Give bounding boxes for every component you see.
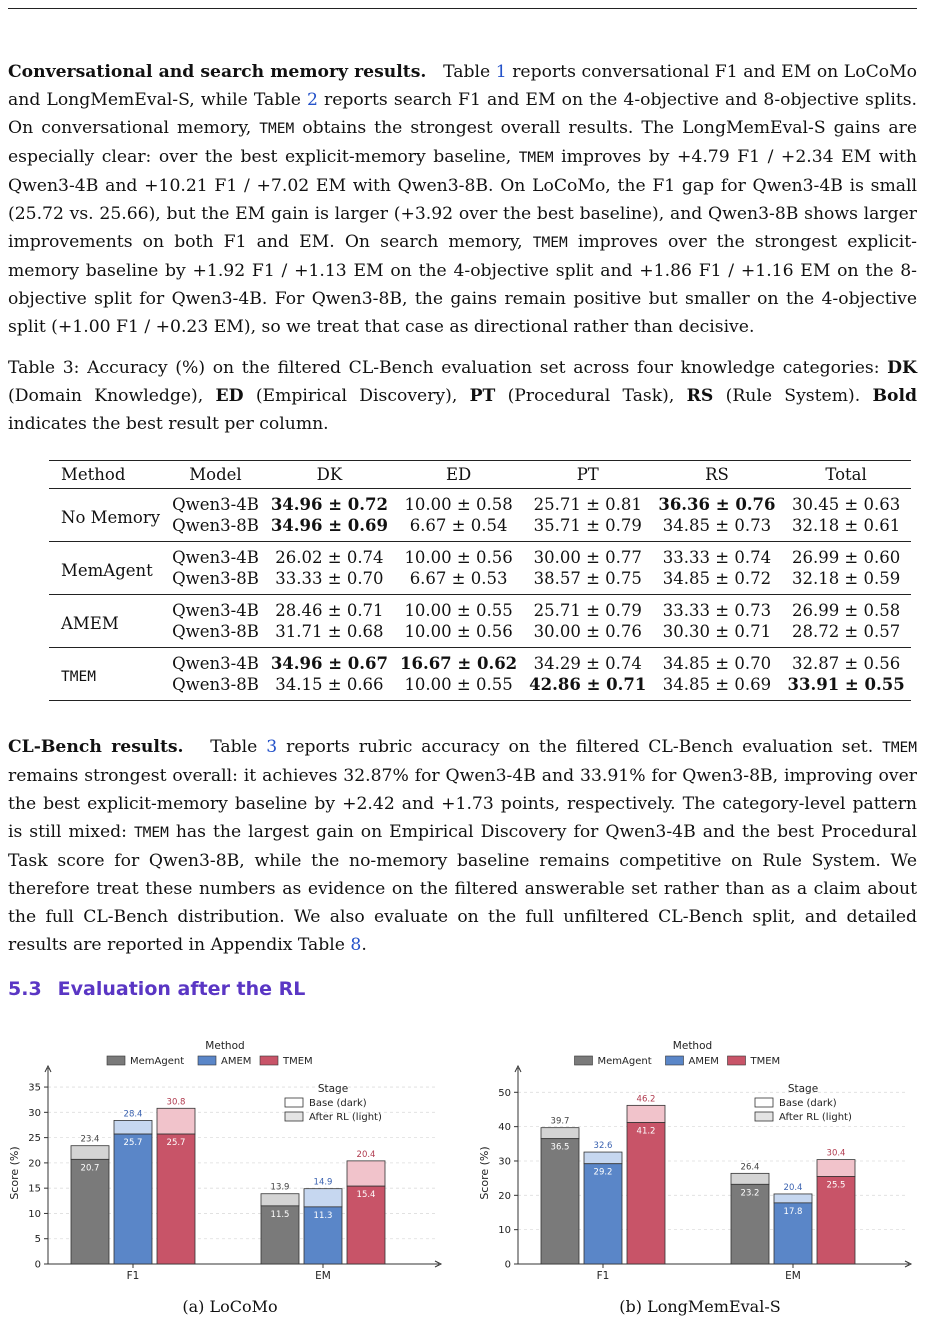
score-cell: 32.87 ± 0.56 xyxy=(791,654,901,673)
text-run: . xyxy=(361,935,367,955)
stage-label: After RL (light) xyxy=(309,1112,382,1123)
figure-caption-b: (b) LongMemEval-S xyxy=(619,1297,781,1316)
legend-swatch xyxy=(198,1056,216,1065)
paragraph-body xyxy=(8,737,917,955)
legend-label: MemAgent xyxy=(130,1056,185,1067)
score-cell: 30.00 ± 0.77 xyxy=(533,548,642,567)
y-tick-label: 20 xyxy=(498,1190,511,1202)
bold-term: ED xyxy=(215,386,244,406)
table-row xyxy=(49,674,911,701)
score-cell: 28.72 ± 0.57 xyxy=(791,622,901,641)
after-rl-bar xyxy=(774,1194,812,1203)
after-rl-bar xyxy=(817,1160,855,1177)
after-rl-value-label: 30.8 xyxy=(166,1097,186,1108)
score-cell: 26.99 ± 0.58 xyxy=(791,601,901,620)
base-value-label: 25.7 xyxy=(123,1138,143,1149)
table-row xyxy=(49,648,911,675)
y-tick-label: 15 xyxy=(28,1183,41,1195)
model-cell: Qwen3-4B xyxy=(172,548,259,567)
after-rl-value-label: 30.4 xyxy=(826,1148,846,1159)
header-dk: DK xyxy=(265,461,394,489)
text-run: Table 3: Accuracy (%) on the filtered CL-Bench evaluation set across four knowledge categories: xyxy=(8,358,888,378)
y-tick-label: 30 xyxy=(28,1107,41,1119)
score-cell: 10.00 ± 0.56 xyxy=(404,622,513,641)
text-run: (Rule System). xyxy=(713,386,873,406)
text-run: has the largest gain on Empirical Discovery for Qwen3-4B and the best Procedural Task score for Qwen3-8B, while the no-memory baseline remains competitive on Rule System. We therefore treat these numbers as evidence on the filtered answerable set rather than as a claim about the full CL-Bench distribution. We also evaluate on the full unfiltered CL-Bench split, and detailed results are reported in Appendix Table xyxy=(8,822,917,955)
text-run: improves by +4.79 F1 / +2.34 EM with Qwen3-4B and +10.21 F1 / +7.02 EM with Qwen3-8B. On LoCoMo, the F1 gap for Qwen3-4B is small (25.72 vs. 25.66), but the EM gain is larger (+3.92 over the best baseline), and Qwen3-8B shows larger improvements on both F1 and EM. On search memory, xyxy=(8,147,917,252)
paragraph-clbench-results xyxy=(8,733,917,959)
y-tick-label: 25 xyxy=(28,1133,41,1145)
header-method: Method xyxy=(49,461,166,489)
reference-link[interactable]: 3 xyxy=(266,737,278,757)
table-row xyxy=(49,542,911,569)
after-rl-bar xyxy=(731,1173,769,1184)
stage-swatch-after xyxy=(285,1112,303,1121)
method-cell: TMEM xyxy=(61,669,96,685)
stage-swatch-base xyxy=(285,1098,303,1107)
figure-caption-a: (a) LoCoMo xyxy=(182,1297,278,1316)
method-name: TMEM xyxy=(882,740,918,756)
stage-swatch-base xyxy=(755,1098,773,1107)
legend-label: AMEM xyxy=(688,1056,719,1067)
score-cell: 33.33 ± 0.74 xyxy=(662,548,772,567)
after-rl-value-label: 32.6 xyxy=(593,1141,613,1152)
bold-term: RS xyxy=(686,386,714,406)
section-heading xyxy=(8,978,305,1000)
top-rule xyxy=(8,8,917,9)
after-rl-value-label: 13.9 xyxy=(270,1182,290,1193)
y-axis-label: Score (%) xyxy=(478,1146,491,1200)
y-tick-label: 50 xyxy=(498,1087,511,1099)
model-cell: Qwen3-4B xyxy=(172,495,259,514)
text-run: (Domain Knowledge), xyxy=(8,386,216,406)
text-run: reports conversational F1 and EM on LoCoMo and LongMemEval-S, while Table xyxy=(8,62,918,110)
base-bar xyxy=(541,1139,579,1264)
reference-link[interactable]: 8 xyxy=(350,935,362,955)
method-cell: No Memory xyxy=(61,508,161,527)
after-rl-value-label: 20.4 xyxy=(783,1182,803,1193)
score-cell: 10.00 ± 0.55 xyxy=(404,675,513,694)
base-value-label: 11.5 xyxy=(270,1209,290,1220)
reference-link[interactable]: 2 xyxy=(307,90,318,110)
table-row xyxy=(49,595,911,622)
score-cell: 30.30 ± 0.71 xyxy=(662,622,772,641)
after-rl-bar xyxy=(261,1194,299,1206)
x-tick-label: F1 xyxy=(126,1270,140,1282)
header-pt: PT xyxy=(523,461,652,489)
after-rl-value-label: 28.4 xyxy=(123,1109,143,1120)
paragraph-heading: Conversational and search memory results. xyxy=(8,62,427,82)
stage-swatch-after xyxy=(755,1112,773,1121)
score-cell: 6.67 ± 0.53 xyxy=(409,569,508,588)
header-total: Total xyxy=(782,461,911,489)
score-cell: 42.86 ± 0.71 xyxy=(529,675,647,694)
stage-label: After RL (light) xyxy=(779,1112,852,1123)
score-cell: 34.85 ± 0.72 xyxy=(662,569,772,588)
score-cell: 34.96 ± 0.72 xyxy=(270,495,388,514)
results-table xyxy=(49,460,911,701)
score-cell: 31.71 ± 0.68 xyxy=(275,622,384,641)
score-cell: 34.85 ± 0.73 xyxy=(662,516,772,535)
base-value-label: 29.2 xyxy=(593,1167,613,1178)
x-tick-label: F1 xyxy=(596,1270,610,1282)
stage-legend-title: Stage xyxy=(317,1083,349,1095)
base-value-label: 11.3 xyxy=(313,1210,333,1221)
table-group xyxy=(49,489,911,542)
reference-link[interactable]: 1 xyxy=(495,62,507,82)
legend-label: TMEM xyxy=(283,1056,313,1067)
base-bar xyxy=(627,1123,665,1264)
y-tick-label: 30 xyxy=(498,1156,511,1168)
y-tick-label: 5 xyxy=(34,1234,41,1246)
text-run: remains strongest overall: it achieves 32.87% for Qwen3-4B and 33.91% for Qwen3-8B, improving over the best explicit-memory baseline by +2.42 and +1.73 points, respectively. The category-level pattern is still mixed: xyxy=(8,766,917,842)
score-cell: 26.99 ± 0.60 xyxy=(791,548,901,567)
score-cell: 36.36 ± 0.76 xyxy=(658,495,776,514)
legend-title: Method xyxy=(672,1040,713,1052)
y-axis-label: Score (%) xyxy=(8,1146,21,1200)
after-rl-value-label: 26.4 xyxy=(740,1162,760,1173)
after-rl-bar xyxy=(304,1189,342,1207)
score-cell: 34.85 ± 0.69 xyxy=(662,675,772,694)
base-value-label: 36.5 xyxy=(550,1142,570,1153)
score-cell: 10.00 ± 0.56 xyxy=(404,548,513,567)
base-value-label: 25.7 xyxy=(166,1138,186,1149)
score-cell: 34.85 ± 0.70 xyxy=(662,654,772,673)
bold-term: Bold xyxy=(872,386,917,406)
base-value-label: 17.8 xyxy=(783,1206,803,1217)
model-cell: Qwen3-4B xyxy=(172,601,259,620)
y-tick-label: 10 xyxy=(28,1208,41,1220)
text-run: reports rubric accuracy on the filtered CL-Bench evaluation set. xyxy=(277,737,883,757)
legend-label: AMEM xyxy=(221,1056,252,1067)
text-run: obtains the strongest overall results. The LongMemEval-S gains are especially clear: over the best explicit-memory baseline, xyxy=(8,118,917,167)
score-cell: 6.67 ± 0.54 xyxy=(409,516,508,535)
paragraph-heading: CL-Bench results. xyxy=(8,737,184,757)
base-value-label: 41.2 xyxy=(636,1126,656,1137)
method-cell: AMEM xyxy=(61,614,119,633)
legend-swatch xyxy=(728,1056,746,1065)
bold-term: DK xyxy=(887,358,917,378)
table-row xyxy=(49,515,911,542)
score-cell: 10.00 ± 0.55 xyxy=(404,601,513,620)
table-row xyxy=(49,489,911,516)
score-cell: 25.71 ± 0.79 xyxy=(533,601,642,620)
base-bar xyxy=(157,1134,195,1264)
score-cell: 34.96 ± 0.69 xyxy=(270,516,388,535)
y-tick-label: 0 xyxy=(504,1259,511,1271)
text-run: (Empirical Discovery), xyxy=(243,386,470,406)
header-ed: ED xyxy=(394,461,523,489)
method-name: TMEM xyxy=(133,825,169,841)
score-cell: 28.46 ± 0.71 xyxy=(275,601,384,620)
y-tick-label: 20 xyxy=(28,1158,41,1170)
legend-swatch xyxy=(666,1056,684,1065)
method-name: TMEM xyxy=(259,121,295,137)
model-cell: Qwen3-8B xyxy=(172,622,259,641)
stage-legend-title: Stage xyxy=(787,1083,819,1095)
paragraph-body xyxy=(8,62,917,337)
text-run: Table xyxy=(210,737,267,757)
paragraph-conversational-results xyxy=(8,58,917,341)
method-name: TMEM xyxy=(532,235,568,251)
model-cell: Qwen3-8B xyxy=(172,675,259,694)
score-cell: 38.57 ± 0.75 xyxy=(533,569,642,588)
text-run: Table xyxy=(443,62,496,82)
score-cell: 33.91 ± 0.55 xyxy=(787,675,905,694)
after-rl-value-label: 23.4 xyxy=(80,1134,100,1145)
base-bar xyxy=(71,1159,109,1264)
model-cell: Qwen3-8B xyxy=(172,569,259,588)
score-cell: 30.45 ± 0.63 xyxy=(791,495,901,514)
chart-longmemeval xyxy=(470,1032,925,1294)
text-run: improves over the strongest explicit-memory baseline by +1.92 F1 / +1.13 EM on the 4-objective split and +1.86 F1 / +1.16 EM on the 8-objective split for Qwen3-4B. For Qwen3-8B, the gains remain positive but smaller on the 4-objective split (+1.00 F1 / +0.23 EM), so we treat that case as directional rather than decisive. xyxy=(8,232,917,337)
figure-longmemeval xyxy=(470,1032,925,1298)
score-cell: 32.18 ± 0.59 xyxy=(791,569,901,588)
score-cell: 34.29 ± 0.74 xyxy=(533,654,642,673)
base-bar xyxy=(584,1164,622,1264)
score-cell: 33.33 ± 0.73 xyxy=(662,601,772,620)
score-cell: 34.15 ± 0.66 xyxy=(275,675,384,694)
section-title: Evaluation after the RL xyxy=(57,978,306,1000)
table-caption-text xyxy=(8,358,917,434)
legend-label: TMEM xyxy=(750,1056,781,1067)
x-tick-label: EM xyxy=(785,1270,801,1282)
bold-term: PT xyxy=(469,386,496,406)
method-name: TMEM xyxy=(518,150,554,166)
score-cell: 33.33 ± 0.70 xyxy=(275,569,384,588)
score-cell: 10.00 ± 0.58 xyxy=(404,495,513,514)
score-cell: 35.71 ± 0.79 xyxy=(533,516,642,535)
legend-swatch xyxy=(260,1056,278,1065)
table-group xyxy=(49,542,911,595)
after-rl-bar xyxy=(541,1128,579,1139)
y-tick-label: 10 xyxy=(498,1225,511,1237)
legend-swatch xyxy=(575,1056,593,1065)
score-cell: 16.67 ± 0.62 xyxy=(400,654,518,673)
legend-title: Method xyxy=(205,1040,245,1052)
table-caption xyxy=(8,354,917,438)
after-rl-bar xyxy=(584,1152,622,1164)
after-rl-bar xyxy=(627,1105,665,1122)
method-cell: MemAgent xyxy=(61,561,153,580)
table-group xyxy=(49,595,911,648)
score-cell: 26.02 ± 0.74 xyxy=(275,548,384,567)
score-cell: 34.96 ± 0.67 xyxy=(270,654,388,673)
score-cell: 32.18 ± 0.61 xyxy=(791,516,901,535)
y-tick-label: 35 xyxy=(28,1082,41,1094)
legend-swatch xyxy=(107,1056,125,1065)
after-rl-value-label: 46.2 xyxy=(636,1094,656,1105)
base-value-label: 23.2 xyxy=(740,1188,760,1199)
after-rl-value-label: 14.9 xyxy=(313,1177,333,1188)
score-cell: 25.71 ± 0.81 xyxy=(533,495,642,514)
header-model: Model xyxy=(166,461,265,489)
score-cell: 30.00 ± 0.76 xyxy=(533,622,642,641)
after-rl-value-label: 20.4 xyxy=(356,1149,376,1160)
text-run: reports search F1 and EM on the 4-objective and 8-objective splits. On conversational memory, xyxy=(8,90,918,138)
x-tick-label: EM xyxy=(315,1270,331,1282)
after-rl-bar xyxy=(157,1108,195,1134)
legend-label: MemAgent xyxy=(597,1056,652,1067)
chart-locomo xyxy=(0,1032,460,1294)
base-bar xyxy=(114,1134,152,1264)
text-run: (Procedural Task), xyxy=(495,386,687,406)
y-tick-label: 0 xyxy=(34,1259,41,1271)
table-row xyxy=(49,568,911,595)
table-group xyxy=(49,648,911,701)
table-header-row xyxy=(49,461,911,489)
base-value-label: 15.4 xyxy=(356,1190,376,1201)
figure-locomo xyxy=(0,1032,460,1298)
text-run: indicates the best result per column. xyxy=(8,414,329,434)
after-rl-value-label: 39.7 xyxy=(550,1116,570,1127)
after-rl-bar xyxy=(114,1120,152,1134)
stage-label: Base (dark) xyxy=(309,1098,367,1109)
after-rl-bar xyxy=(347,1161,385,1186)
header-rs: RS xyxy=(652,461,781,489)
after-rl-bar xyxy=(71,1146,109,1160)
model-cell: Qwen3-8B xyxy=(172,516,259,535)
y-tick-label: 40 xyxy=(498,1122,511,1134)
table-row xyxy=(49,621,911,648)
base-value-label: 20.7 xyxy=(80,1163,100,1174)
model-cell: Qwen3-4B xyxy=(172,654,259,673)
section-number: 5.3 xyxy=(8,978,42,1000)
stage-label: Base (dark) xyxy=(779,1098,837,1109)
base-value-label: 25.5 xyxy=(826,1180,846,1191)
